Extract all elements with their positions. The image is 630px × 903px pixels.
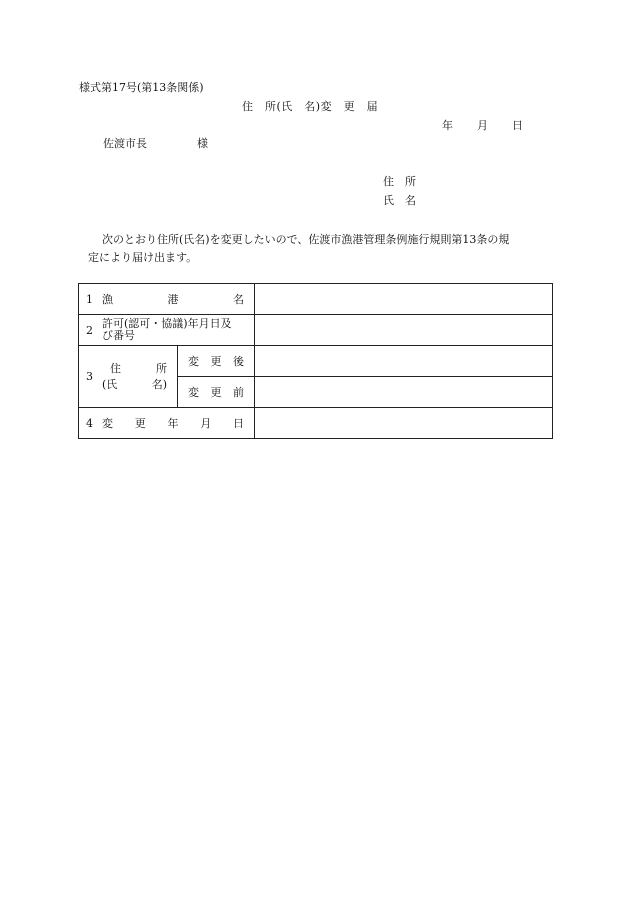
before-char-c: 前 (233, 386, 244, 399)
value-before-change[interactable] (255, 377, 553, 408)
after-char-a: 変 (188, 355, 199, 368)
value-after-change[interactable] (255, 346, 553, 377)
document-title: 住 所(氏 名)変 更 届 (242, 100, 379, 113)
before-char-b: 更 (210, 386, 222, 399)
date-month: 月 (477, 119, 488, 132)
form-number: 様式第17号(第13条関係) (79, 81, 204, 94)
row-fishing-port (79, 284, 553, 315)
value-permit-date[interactable] (255, 315, 553, 346)
after-char-c: 後 (233, 355, 244, 368)
label-fishing-port (79, 284, 255, 315)
row-permit-date (79, 315, 553, 346)
body-text-line2: 定により届け出ます。 (88, 251, 198, 264)
honorific: 様 (197, 137, 208, 150)
label-address-name (79, 346, 178, 408)
row1-label-b: 港 (167, 293, 179, 306)
applicant-name-label: 氏 名 (383, 194, 416, 207)
row4-char-1: 変 (102, 417, 113, 430)
form-table (78, 283, 553, 439)
row3-number: 3 (86, 370, 93, 383)
row3-label-b1: (氏 (102, 377, 118, 391)
date-line (442, 119, 523, 132)
row4-number: 4 (86, 416, 93, 430)
label-before-change (178, 377, 255, 408)
row1-number: 1 (86, 292, 93, 306)
label-change-date (79, 408, 255, 439)
row1-label-a: 漁 (102, 293, 113, 306)
value-fishing-port[interactable] (255, 284, 553, 315)
row1-label-c: 名 (233, 293, 244, 306)
row4-char-3: 年 (167, 417, 179, 430)
row4-char-2: 更 (134, 417, 146, 430)
date-day: 日 (512, 119, 523, 132)
row3-label-a2: 所 (156, 361, 167, 375)
after-char-b: 更 (210, 355, 222, 368)
value-change-date[interactable] (255, 408, 553, 439)
addressee: 佐渡市長 (103, 137, 147, 150)
body-text-line1: 次のとおり住所(氏名)を変更したいので、佐渡市漁港管理条例施行規則第13条の規 (102, 233, 510, 246)
row4-char-5: 日 (233, 417, 244, 430)
row3-label-b2: 名) (151, 377, 167, 391)
row3-label-a1: 住 (110, 361, 121, 375)
date-year: 年 (442, 119, 453, 132)
row2-label-line1: 許可(認可・協議)年月日及 (102, 317, 232, 330)
applicant-address-label: 住 所 (383, 175, 416, 188)
row-change-date (79, 408, 553, 439)
label-after-change (178, 346, 255, 377)
label-permit-date (79, 315, 255, 346)
row2-label-line2: び番号 (102, 329, 135, 342)
row4-char-4: 月 (200, 417, 212, 430)
row-address-after (79, 346, 553, 377)
row2-number: 2 (86, 323, 93, 337)
before-char-a: 変 (188, 386, 199, 399)
